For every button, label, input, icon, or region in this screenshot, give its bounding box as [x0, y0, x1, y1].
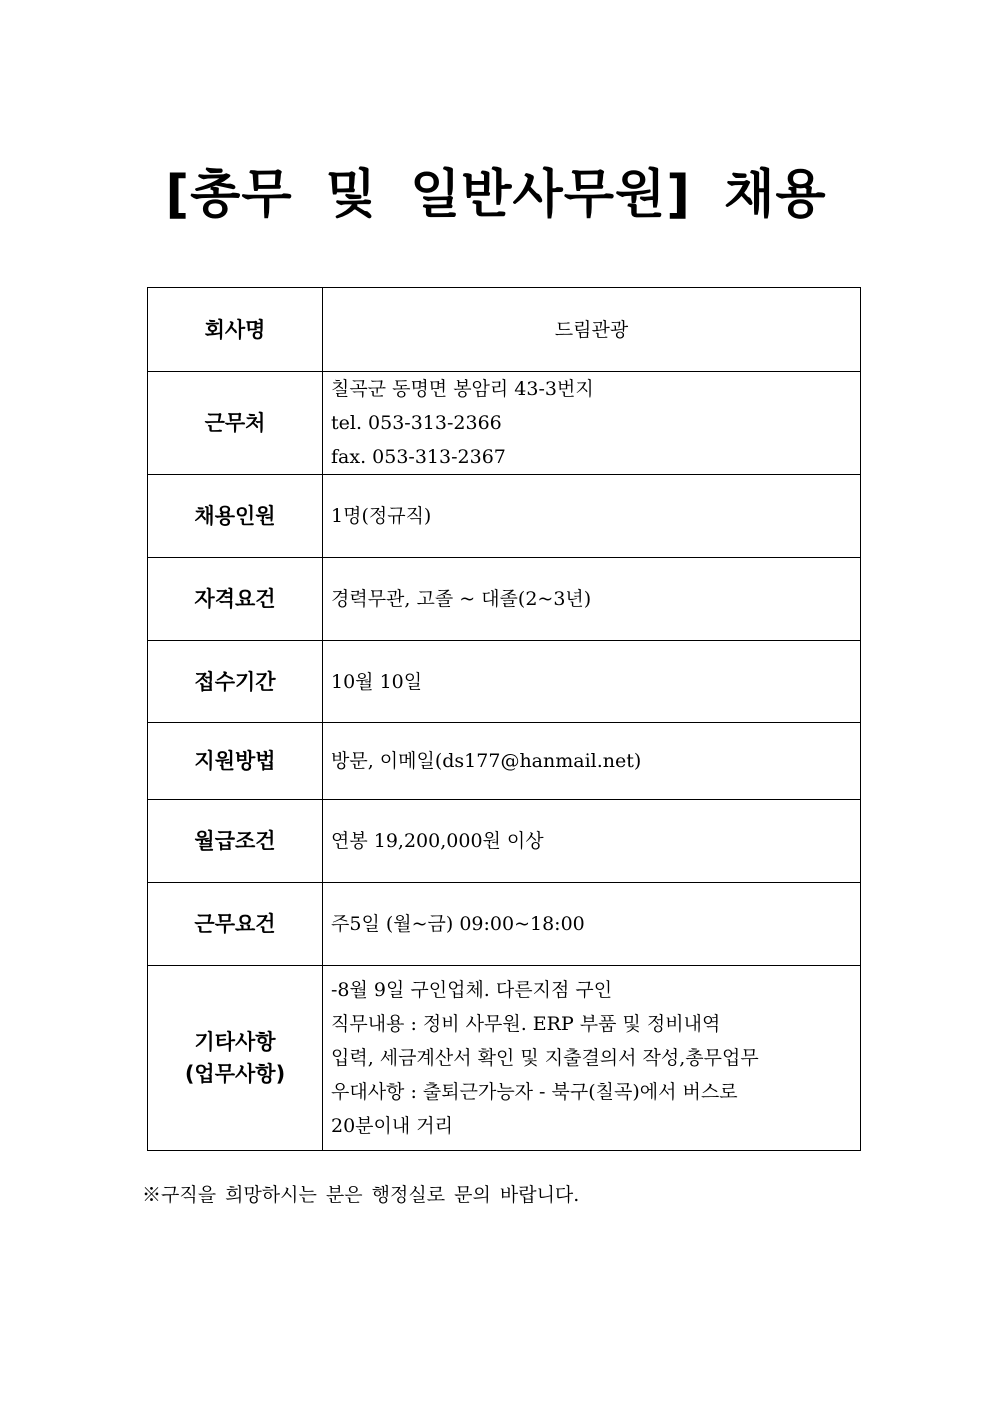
table-row — [148, 288, 861, 372]
row-label-company: 회사명 — [148, 288, 323, 372]
value-line: 10월 10일 — [331, 670, 423, 693]
value-line: 직무내용 : 정비 사무원. ERP 부품 및 정비내역 — [331, 1013, 721, 1035]
row-label-qualification: 자격요건 — [148, 558, 323, 641]
table-row — [148, 883, 861, 966]
row-value-application-method — [323, 723, 861, 800]
label-line: (업무사항) — [184, 1062, 286, 1086]
row-label-application-period: 접수기간 — [148, 641, 323, 723]
row-value-qualification — [323, 558, 861, 641]
row-value-other — [323, 966, 861, 1151]
table-row — [148, 723, 861, 800]
value-line: 주5일 (월~금) 09:00~18:00 — [331, 913, 585, 935]
footer-note: ※구직을 희망하시는 분은 행정실로 문의 바랍니다. — [142, 1184, 580, 1206]
value-line: 경력무관, 고졸 ~ 대졸(2~3년) — [331, 588, 592, 610]
phone-line: tel. 053-313-2366 — [331, 412, 502, 434]
fax-line: fax. 053-313-2367 — [331, 446, 506, 468]
row-label-other — [148, 966, 323, 1151]
table-row — [148, 641, 861, 723]
row-label-workplace: 근무처 — [148, 372, 323, 475]
row-value-working-conditions — [323, 883, 861, 966]
row-value-headcount — [323, 475, 861, 558]
row-value-salary — [323, 800, 861, 883]
row-value-workplace — [323, 372, 861, 475]
value-line: 입력, 세금계산서 확인 및 지출결의서 작성,총무업무 — [331, 1047, 759, 1069]
table-row — [148, 800, 861, 883]
value-line: 우대사항 : 출퇴근가능자 - 북구(칠곡)에서 버스로 — [331, 1081, 738, 1103]
table-row — [148, 558, 861, 641]
value-line: 20분이내 거리 — [331, 1115, 453, 1137]
row-value-application-period — [323, 641, 861, 723]
table-row — [148, 475, 861, 558]
value-line: 1명(정규직) — [331, 505, 432, 527]
value-line: -8월 9일 구인업체. 다른지점 구인 — [331, 979, 613, 1001]
address-line: 칠곡군 동명면 봉암리 43-3번지 — [331, 378, 594, 400]
page-title: [총무 및 일반사무원] 채용 — [165, 165, 827, 225]
value-line: 연봉 19,200,000원 이상 — [331, 830, 544, 852]
value-line: 드림관광 — [554, 318, 629, 341]
row-label-application-method: 지원방법 — [148, 723, 323, 800]
row-label-working-conditions: 근무요건 — [148, 883, 323, 966]
row-label-headcount: 채용인원 — [148, 475, 323, 558]
table-row — [148, 966, 861, 1151]
table-row — [148, 372, 861, 475]
label-line: 기타사항 — [194, 1030, 276, 1054]
job-posting-table — [147, 287, 861, 1151]
value-line: 방문, 이메일(ds177@hanmail.net) — [331, 750, 642, 772]
row-label-salary: 월급조건 — [148, 800, 323, 883]
row-value-company — [323, 288, 861, 372]
